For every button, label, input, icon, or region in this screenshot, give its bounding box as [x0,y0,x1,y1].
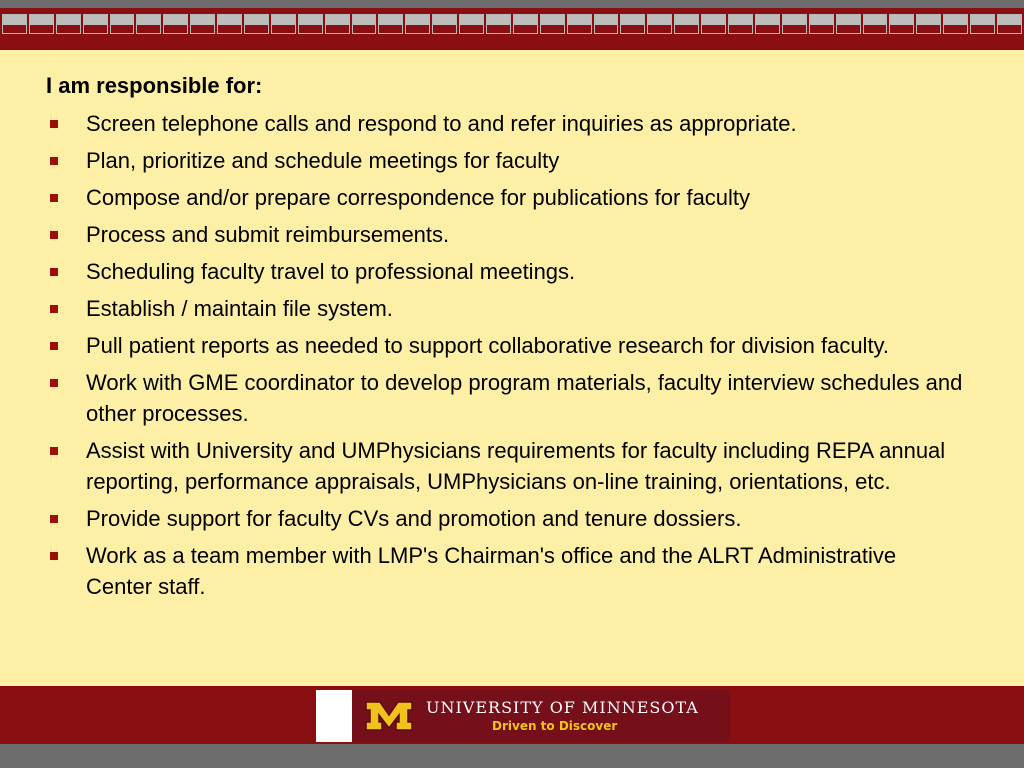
header-tile [594,14,619,34]
square-bullet-icon [50,268,58,276]
header-tile [513,14,538,34]
header-tile [728,14,753,34]
list-item [46,293,966,324]
header-tile [782,14,807,34]
square-bullet-icon [50,447,58,455]
header-tile [271,14,296,34]
header-tile [163,14,188,34]
university-logo [352,690,730,742]
square-bullet-icon [50,379,58,387]
list-item [46,540,966,602]
header-band [0,0,1024,50]
footer-white-block [316,690,352,742]
list-item-text: Compose and/or prepare correspondence for publications for faculty [86,185,751,210]
list-item-text: Provide support for faculty CVs and promotion and tenure dossiers. [86,506,742,531]
header-tile [809,14,834,34]
list-item-text: Assist with University and UMPhysicians requirements for faculty including REPA annual reporting, performance appraisals, UMPhysicians on-line training, orientations, etc. [86,438,946,494]
header-tile [567,14,592,34]
square-bullet-icon [50,194,58,202]
header-tile [29,14,54,34]
header-tile [674,14,699,34]
header-tile [2,14,27,34]
header-tile [889,14,914,34]
square-bullet-icon [50,342,58,350]
list-item-text: Work as a team member with LMP's Chairman's office and the ALRT Administrative Center staff. [86,543,897,599]
square-bullet-icon [50,231,58,239]
header-tile [432,14,457,34]
list-item [46,219,966,250]
list-item-text: Scheduling faculty travel to professional meetings. [86,259,576,284]
logo-tagline: Driven to Discover [492,719,618,733]
header-tile [378,14,403,34]
square-bullet-icon [50,157,58,165]
list-item [46,256,966,287]
header-tile [916,14,941,34]
header-tile [486,14,511,34]
logo-name: UNIVERSITY OF MINNESOTA [426,698,699,717]
square-bullet-icon [50,120,58,128]
list-item [46,330,966,361]
square-bullet-icon [50,515,58,523]
header-tile [943,14,968,34]
header-tile [298,14,323,34]
header-tile [863,14,888,34]
header-tile [459,14,484,34]
list-item [46,503,966,534]
header-tile [110,14,135,34]
square-bullet-icon [50,552,58,560]
slide-heading: I am responsible for: [46,73,263,98]
header-tile [190,14,215,34]
header-tile [997,14,1022,34]
list-item [46,108,966,139]
header-tile [217,14,242,34]
slide-content [46,72,966,608]
logo-text [426,698,699,734]
list-item [46,182,966,213]
header-tile [244,14,269,34]
header-tile [136,14,161,34]
header-tile [352,14,377,34]
header-tile [620,14,645,34]
header-tile-strip [2,14,1022,36]
maroon-gold-m-icon [364,698,414,734]
header-tile [701,14,726,34]
header-tile [56,14,81,34]
list-item-text: Plan, prioritize and schedule meetings for faculty [86,148,560,173]
header-tile [755,14,780,34]
list-item [46,367,966,429]
responsibility-list [46,108,966,602]
header-tile [540,14,565,34]
list-item-text: Screen telephone calls and respond to and refer inquiries as appropriate. [86,111,797,136]
header-tile [83,14,108,34]
list-item [46,145,966,176]
list-item-text: Work with GME coordinator to develop program materials, faculty interview schedules and other processes. [86,370,963,426]
list-item-text: Establish / maintain file system. [86,296,393,321]
header-tile [836,14,861,34]
header-tile [325,14,350,34]
header-tile [405,14,430,34]
list-item-text: Process and submit reimbursements. [86,222,450,247]
square-bullet-icon [50,305,58,313]
header-tile [647,14,672,34]
header-tile [970,14,995,34]
list-item [46,435,966,497]
list-item-text: Pull patient reports as needed to support collaborative research for division faculty. [86,333,890,358]
